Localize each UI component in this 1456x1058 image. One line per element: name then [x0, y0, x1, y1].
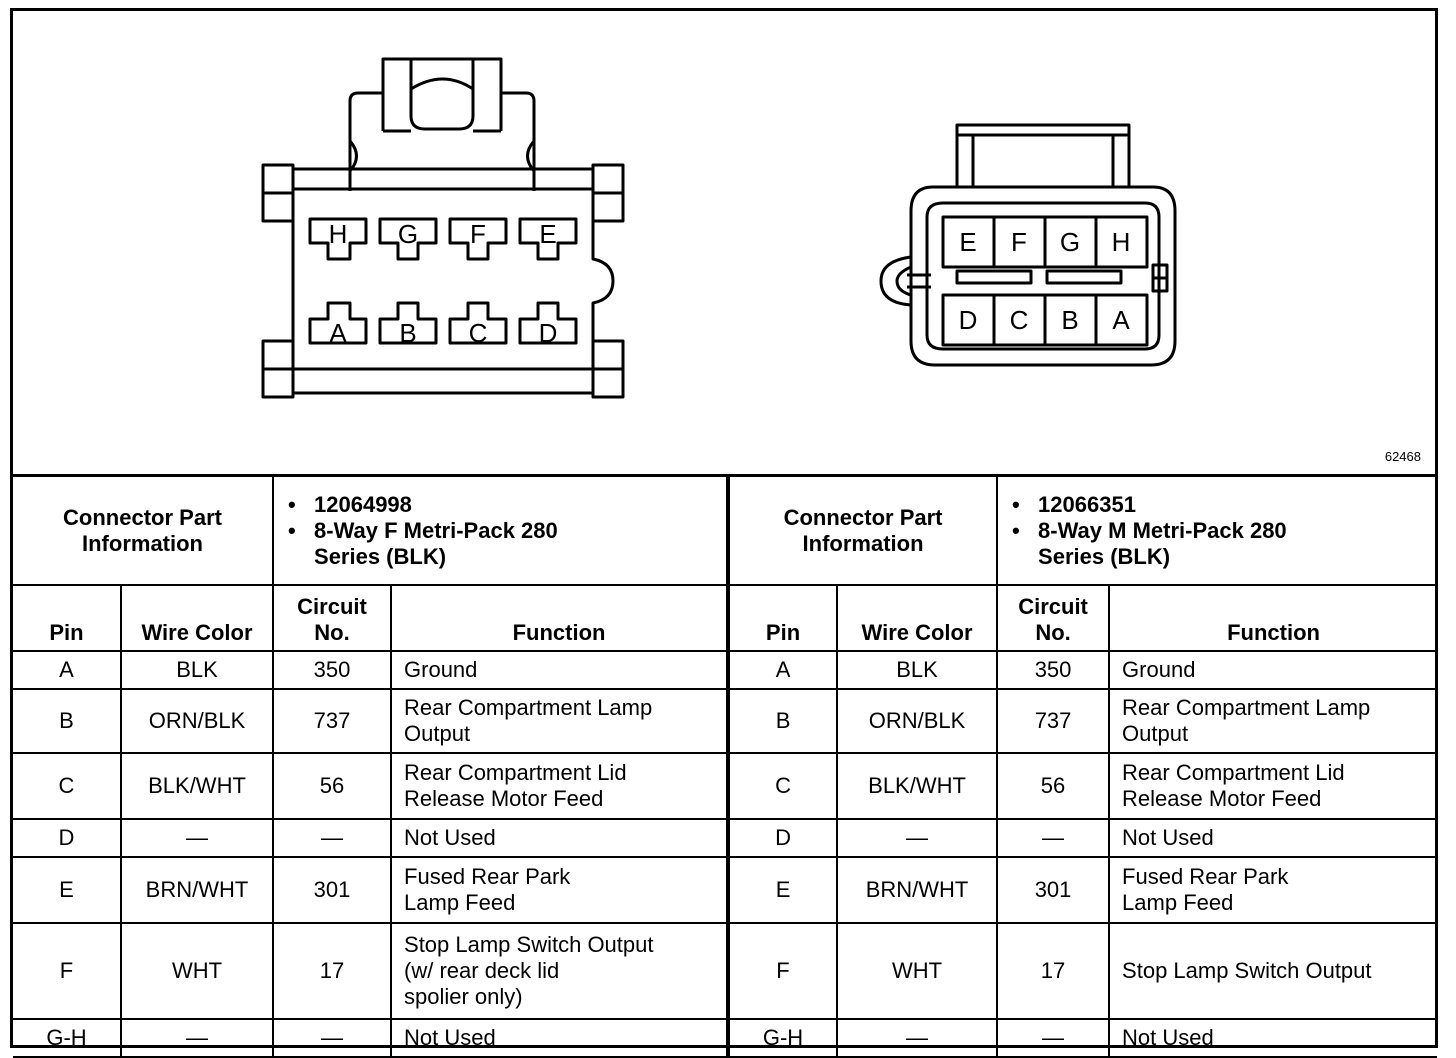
- function-line: Stop Lamp Switch Output: [404, 932, 654, 957]
- table-row: [729, 689, 1437, 753]
- wire-color-cell: BRN/WHT: [121, 857, 273, 923]
- left-pin-label: C: [468, 318, 488, 348]
- right-pin-label: E: [959, 227, 977, 257]
- left-pin-label: G: [397, 219, 419, 249]
- function-cell: [391, 923, 727, 1019]
- wire-color-cell: —: [837, 819, 997, 857]
- function-cell: [1109, 753, 1437, 819]
- connector-table-left: [13, 477, 728, 1058]
- left-pin-label: F: [470, 219, 486, 249]
- pin-cell: D: [13, 819, 121, 857]
- table-row: [13, 1019, 727, 1057]
- part-info: • 12064998 • 8-Way F Metri-Pack 280 Series (BLK): [273, 477, 727, 585]
- pin-cell: A: [13, 651, 121, 689]
- function-line: Not Used: [1122, 825, 1214, 850]
- header-circuit: Circuit No.: [273, 585, 391, 651]
- function-line: Output: [1122, 721, 1189, 746]
- function-cell: [391, 819, 727, 857]
- wire-color-cell: —: [837, 1019, 997, 1057]
- header-pin: Pin: [729, 585, 837, 651]
- pin-cell: D: [729, 819, 837, 857]
- header-function: Function: [1109, 585, 1437, 651]
- connector-tables: [13, 474, 1435, 1058]
- function-line: Ground: [1122, 657, 1196, 682]
- right-pin-label: D: [958, 305, 978, 335]
- part-description-cont: Series (BLK): [314, 543, 447, 569]
- circuit-cell: —: [997, 819, 1109, 857]
- header-function: Function: [391, 585, 727, 651]
- table-body: [729, 651, 1437, 1057]
- pin-cell: E: [13, 857, 121, 923]
- function-line: Not Used: [1122, 1025, 1214, 1050]
- circuit-cell: 737: [273, 689, 391, 753]
- function-line: Rear Compartment Lid: [404, 760, 627, 785]
- function-line: Ground: [404, 657, 478, 682]
- pin-cell: F: [13, 923, 121, 1019]
- table-row: [729, 857, 1437, 923]
- left-pin-label: H: [328, 219, 348, 249]
- function-line: Rear Compartment Lamp: [1122, 695, 1371, 720]
- function-line: Not Used: [404, 825, 496, 850]
- circuit-cell: —: [273, 1019, 391, 1057]
- table-row: [13, 689, 727, 753]
- wire-color-cell: BLK/WHT: [121, 753, 273, 819]
- function-line: Fused Rear Park: [404, 864, 571, 889]
- function-cell: [391, 689, 727, 753]
- table-row: [13, 923, 727, 1019]
- header-wire-color: Wire Color: [121, 585, 273, 651]
- function-cell: [391, 651, 727, 689]
- circuit-cell: 737: [997, 689, 1109, 753]
- pin-cell: B: [729, 689, 837, 753]
- info-label: Connector Part Information: [13, 477, 273, 585]
- connector-diagram: [13, 11, 1441, 477]
- function-cell: [1109, 819, 1437, 857]
- table-row: [729, 819, 1437, 857]
- right-pin-label: A: [1112, 305, 1130, 335]
- right-pin-label: B: [1061, 305, 1079, 335]
- circuit-cell: 17: [273, 923, 391, 1019]
- figure-frame: [10, 8, 1438, 1048]
- function-line: Release Motor Feed: [1122, 786, 1322, 811]
- right-pin-label: H: [1111, 227, 1131, 257]
- table-body: [13, 651, 727, 1057]
- function-cell: [1109, 689, 1437, 753]
- pin-cell: G-H: [13, 1019, 121, 1057]
- left-pin-label: D: [538, 318, 558, 348]
- table-row: [729, 1019, 1437, 1057]
- right-pin-label: C: [1009, 305, 1029, 335]
- left-pin-label: B: [399, 318, 417, 348]
- part-description: 8-Way M Metri-Pack 280: [1038, 517, 1287, 543]
- wire-color-cell: ORN/BLK: [121, 689, 273, 753]
- function-cell: [1109, 857, 1437, 923]
- wire-color-cell: WHT: [837, 923, 997, 1019]
- function-line: (w/ rear deck lid: [404, 958, 560, 983]
- info-label: Connector Part Information: [729, 477, 997, 585]
- function-line: Output: [404, 721, 471, 746]
- left-pin-label: A: [329, 318, 347, 348]
- wire-color-cell: —: [121, 1019, 273, 1057]
- pin-cell: C: [13, 753, 121, 819]
- circuit-cell: 56: [273, 753, 391, 819]
- part-number: 12066351: [1038, 491, 1136, 517]
- function-cell: [391, 1019, 727, 1057]
- circuit-cell: 56: [997, 753, 1109, 819]
- pin-cell: B: [13, 689, 121, 753]
- function-cell: [1109, 923, 1437, 1019]
- circuit-cell: 301: [273, 857, 391, 923]
- wire-color-cell: ORN/BLK: [837, 689, 997, 753]
- circuit-cell: —: [273, 819, 391, 857]
- part-description: 8-Way F Metri-Pack 280: [314, 517, 558, 543]
- wire-color-cell: BRN/WHT: [837, 857, 997, 923]
- left-connector-body: [263, 59, 623, 397]
- pin-cell: F: [729, 923, 837, 1019]
- function-line: Rear Compartment Lamp: [404, 695, 653, 720]
- function-cell: [391, 857, 727, 923]
- table-row: [13, 651, 727, 689]
- function-line: Stop Lamp Switch Output: [1122, 958, 1372, 983]
- figure-id: 62468: [1384, 449, 1421, 464]
- right-pin-label: G: [1059, 227, 1081, 257]
- wire-color-cell: BLK: [837, 651, 997, 689]
- pin-cell: C: [729, 753, 837, 819]
- function-cell: [1109, 1019, 1437, 1057]
- wire-color-cell: BLK/WHT: [837, 753, 997, 819]
- circuit-cell: 350: [997, 651, 1109, 689]
- pin-cell: E: [729, 857, 837, 923]
- function-line: Lamp Feed: [1122, 890, 1234, 915]
- wire-color-cell: BLK: [121, 651, 273, 689]
- function-line: spolier only): [404, 984, 523, 1009]
- table-row: [729, 923, 1437, 1019]
- function-cell: [391, 753, 727, 819]
- connector-table-right: [728, 477, 1437, 1058]
- circuit-cell: 17: [997, 923, 1109, 1019]
- part-description-cont: Series (BLK): [1038, 543, 1171, 569]
- circuit-cell: 301: [997, 857, 1109, 923]
- right-pin-label: F: [1011, 227, 1027, 257]
- header-circuit: Circuit No.: [997, 585, 1109, 651]
- pin-cell: A: [729, 651, 837, 689]
- table-row: [729, 753, 1437, 819]
- circuit-cell: 350: [273, 651, 391, 689]
- table-row: [13, 857, 727, 923]
- function-line: Not Used: [404, 1025, 496, 1050]
- table-row: [13, 819, 727, 857]
- left-pin-label: E: [539, 219, 557, 249]
- part-number: 12064998: [314, 491, 412, 517]
- function-line: Fused Rear Park: [1122, 864, 1289, 889]
- function-line: Lamp Feed: [404, 890, 516, 915]
- table-row: [729, 651, 1437, 689]
- function-cell: [1109, 651, 1437, 689]
- function-line: Release Motor Feed: [404, 786, 604, 811]
- header-pin: Pin: [13, 585, 121, 651]
- circuit-cell: —: [997, 1019, 1109, 1057]
- function-line: Rear Compartment Lid: [1122, 760, 1345, 785]
- part-info: • 12066351 • 8-Way M Metri-Pack 280 Series (BLK): [997, 477, 1437, 585]
- pin-cell: G-H: [729, 1019, 837, 1057]
- wire-color-cell: WHT: [121, 923, 273, 1019]
- table-row: [13, 753, 727, 819]
- header-wire-color: Wire Color: [837, 585, 997, 651]
- wire-color-cell: —: [121, 819, 273, 857]
